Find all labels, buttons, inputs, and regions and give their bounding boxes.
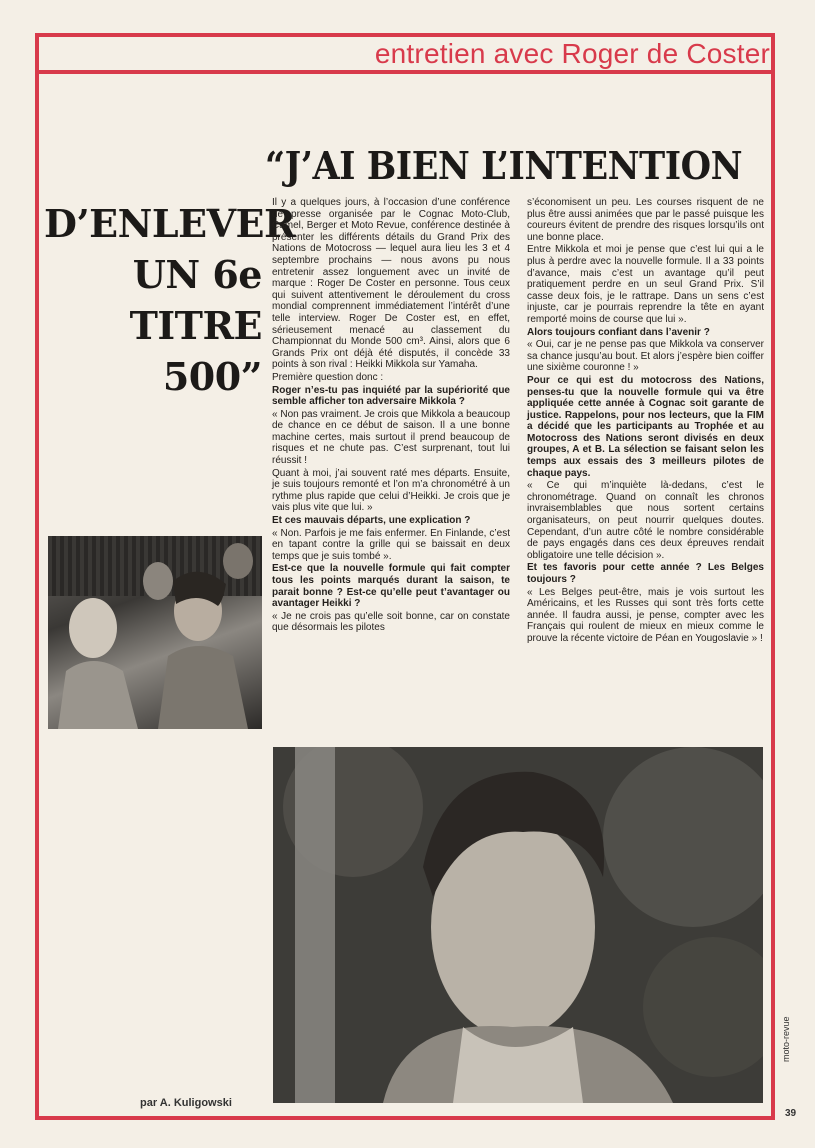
article-paragraph: Entre Mikkola et moi je pense que c’est lui qui a le plus à perdre avec la nouvelle formule. Il a 33 points d’avance, mais c’est un avantage qu’il peut pratiquement perdre en un seul Grand Prix. S’il casse deux fois, je le rattrape. Dans un sens c’est injuste, car je pourrais reprendre la tête en ayant remporté moins de course que lui ».	[527, 244, 764, 325]
article-paragraph: « Je ne crois pas qu’elle soit bonne, car on constate que désormais les pilotes	[272, 610, 510, 634]
headline-left	[44, 198, 296, 402]
article-column-2	[527, 197, 764, 646]
article-paragraph: Première question donc :	[272, 371, 384, 383]
headline-line: 500”	[162, 354, 262, 399]
byline: par A. Kuligowski	[140, 1097, 232, 1109]
roger-de-coster-portrait-photo	[273, 747, 763, 1103]
article-paragraph: Il y a quelques jours, à l’occasion d’une conférence de presse organisée par le Cognac Moto-Club, Camel, Berger et Moto Revue, conférence destinée à présenter les différents détails du Grand Prix des Nations de Motocross — lequel aura lieu les 3 et 4 septembre prochains — nous avons pu nous entretenir assez longuement avec un invité de marque : Roger De Coster en personne. Tous ceux qui suivent attentivement le déroulement du cross mondial comprennent immédiatement l’intérêt d’une telle interview. Roger De Coster est, en effet, sérieusement menacé au classement du Championnat du Monde 500 cm³. Ainsi, alors que 6 Grands Prix ont déjà été disputés, il concède 33 points à son rival : Heikki Mikkola sur Yamaha.	[272, 197, 510, 371]
article-paragraph: « Les Belges peut-être, mais je vois surtout les Américains, et les Russes qui sont très forts cette année. Il faudra aussi, je pense, compter avec les Français qui roulent de mieux en mieux comme le prouve la récente victoire de Péan en Yougoslavie » !	[527, 586, 764, 644]
article-paragraph: « Ce qui m’inquiète là-dedans, c’est le chronométrage. Quand on connaît les chronos invraisemblables que nous sortent certains organisateurs, on peut nourrir quelques doutes. Cependant, d’un autre côté le nombre considérable de pays engagés dans ces deux épreuves rendait obligatoire une telle décision ».	[527, 480, 764, 561]
article-paragraph: s’économisent un peu. Les courses risquent de ne plus être aussi animées que par le passé puisque les coureurs évitent de prendre des risques lorsqu’ils ont une bonne place.	[527, 197, 764, 243]
article-kicker: entretien avec Roger de Coster	[374, 38, 770, 69]
interview-question: Alors toujours confiant dans l’avenir ?	[527, 326, 710, 338]
interview-question: Est-ce que la nouvelle formule qui fait compter tous les points marqués durant la saison, te parait bonne ? Est-ce qu’elle peut t’avantager ou avantager Heikki ?	[272, 563, 510, 610]
page-number: 39	[785, 1108, 797, 1119]
article-paragraph: « Non. Parfois je me fais enfermer. En Finlande, c’est en tapant contre la grille qui se baissait en deux temps que je suis tombé ».	[272, 527, 510, 562]
press-conference-photo	[48, 536, 262, 729]
magazine-name: moto-revue	[781, 1016, 791, 1062]
headline-top: “J’AI BIEN L’INTENTION	[265, 143, 743, 188]
interview-question: Et tes favoris pour cette année ? Les Belges toujours ?	[527, 562, 764, 585]
header-rule	[35, 70, 775, 74]
headline-line: UN 6e	[132, 252, 262, 297]
article-column-1	[272, 197, 510, 635]
article-paragraph: « Non pas vraiment. Je crois que Mikkola a beaucoup de chance en ce début de saison. Il a une bonne machine certes, mais surtout il prend beaucoup de risques et ne chute pas. C’est surprenant, tout lui réussit !	[272, 408, 510, 467]
headline-line: TITRE	[129, 303, 262, 348]
article-paragraph: Quant à moi, j’ai souvent raté mes départs. Ensuite, je suis toujours remonté et l’on m’a chronométré à un rythme plus rapide que celui d’Heikki. Je crois que je vais plus vite que lui. »	[272, 467, 510, 514]
article-paragraph: « Oui, car je ne pense pas que Mikkola va conserver sa chance jusqu’au bout. Et alors j’espère bien coiffer une sixième couronne ! »	[527, 339, 764, 374]
headline-line: D’ENLEVER	[44, 201, 296, 246]
interview-question: Et ces mauvais départs, une explication ?	[272, 515, 471, 527]
interview-question: Roger n’es-tu pas inquiété par la supériorité que semble afficher ton adversaire Mikkola ?	[272, 384, 510, 408]
interview-question: Pour ce qui est du motocross des Nations, penses-tu que la nouvelle formule qui va être appliquée cette année à Cognac soit garante de justice. Rappelons, pour nos lecteurs, que la FIM a décidé que les participants au Trophée et au Motocross des Nations seront divisés en deux groupes, A et B. La sélection se faisant selon les temps aux essais des 3 meilleurs pilotes de chaque pays.	[527, 374, 764, 479]
